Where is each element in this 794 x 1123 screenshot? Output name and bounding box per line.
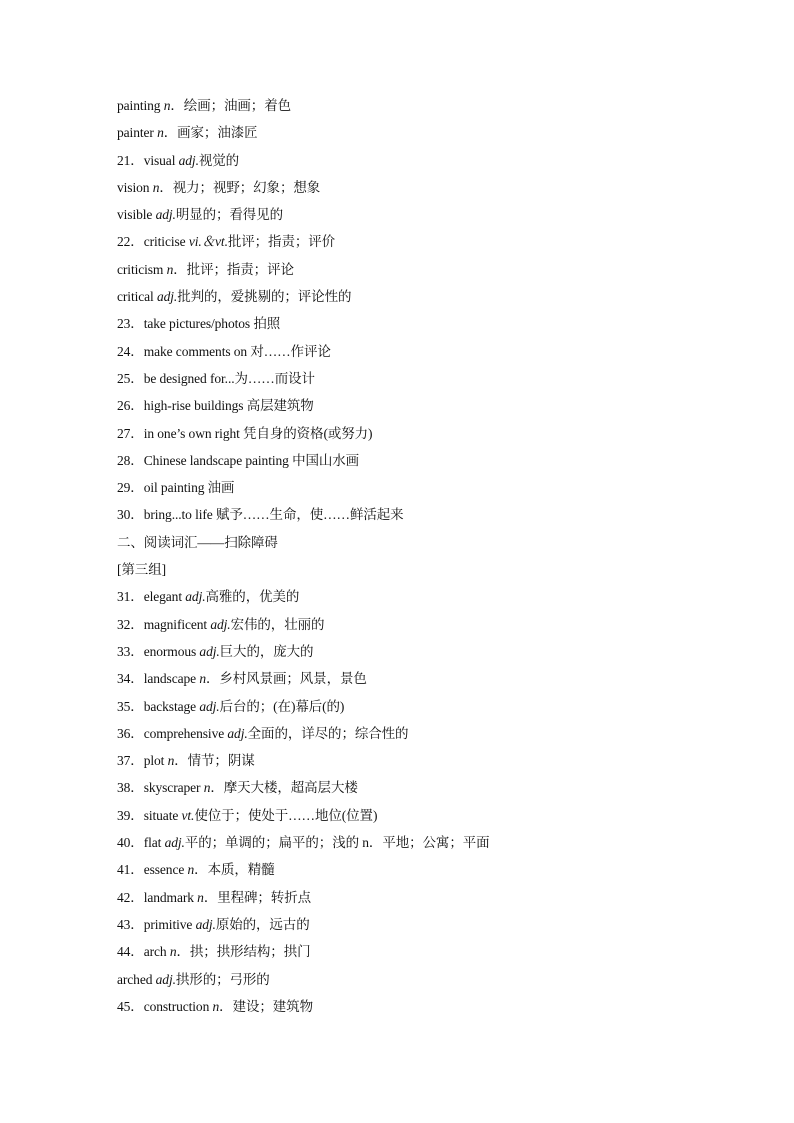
- part-of-speech: adj.: [210, 616, 231, 632]
- vocabulary-line: [117, 802, 737, 829]
- entry-text: critical: [117, 289, 157, 305]
- definition-text: ．本质，精髓: [194, 862, 275, 878]
- part-of-speech: n: [212, 998, 220, 1014]
- part-of-speech: adj.: [156, 289, 178, 305]
- part-of-speech: adj.: [155, 207, 176, 223]
- vocabulary-line: [117, 201, 737, 228]
- vocabulary-line: [117, 966, 737, 993]
- definition-text: ．乡村风景画；风景，景色: [205, 671, 367, 687]
- entry-text: 21．visual: [117, 152, 179, 168]
- definition-text: 批判的，爱挑剔的；评论性的: [177, 289, 352, 305]
- entry-text: 30．bring...to life 赋予……生命，使……鲜活起来: [117, 507, 404, 523]
- definition-text: 后台的；(在)幕后(的): [219, 698, 345, 714]
- entry-text: 24．make comments on 对……作评论: [117, 343, 331, 359]
- entry-text: 二、阅读词汇——扫除障碍: [117, 534, 278, 550]
- entry-text: 27．in one’s own right 凭自身的资格(或努力): [117, 425, 373, 441]
- definition-text: 视觉的: [198, 152, 240, 168]
- part-of-speech: n: [203, 780, 211, 796]
- definition-text: ．摩天大楼，超高层大楼: [210, 780, 358, 796]
- vocabulary-line: [117, 283, 737, 310]
- vocabulary-line: [117, 310, 737, 337]
- part-of-speech: n: [167, 753, 175, 769]
- entry-text: 44．arch: [117, 944, 170, 960]
- vocabulary-line: [117, 583, 737, 610]
- part-of-speech: vi.＆vt.: [188, 234, 228, 250]
- definition-text: 全面的，详尽的；综合性的: [247, 725, 409, 741]
- vocabulary-line: [117, 474, 737, 501]
- entry-text: 28．Chinese landscape painting 中国山水画: [117, 452, 360, 468]
- entry-text: 32．magnificent: [117, 616, 211, 632]
- vocabulary-list: [117, 92, 737, 1020]
- entry-text: 39．situate: [117, 807, 182, 823]
- entry-text: painter: [117, 125, 158, 141]
- part-of-speech: n: [199, 671, 206, 687]
- vocabulary-line: [117, 611, 737, 638]
- definition-text: 高雅的，优美的: [205, 589, 300, 605]
- vocabulary-line: [117, 338, 737, 365]
- part-of-speech: adj.: [199, 643, 220, 659]
- vocabulary-line: [117, 665, 737, 692]
- vocabulary-line: [117, 993, 737, 1020]
- entry-text: painting: [117, 98, 164, 113]
- vocabulary-line: [117, 228, 737, 255]
- vocabulary-line: [117, 365, 737, 392]
- entry-text: 41．essence: [117, 862, 188, 878]
- entry-text: 36．comprehensive: [117, 725, 228, 741]
- definition-text: ．拱；拱形结构；拱门: [176, 944, 311, 960]
- entry-text: arched: [117, 971, 156, 987]
- vocabulary-line: [117, 747, 737, 774]
- definition-text: ．情节；阴谋: [174, 753, 255, 769]
- definition-text: ．建设；建筑物: [219, 998, 313, 1014]
- part-of-speech: n: [157, 125, 164, 141]
- part-of-speech: n: [169, 944, 177, 960]
- entry-text: 42．landmark: [117, 889, 198, 905]
- vocabulary-line: [117, 392, 737, 419]
- definition-text: ．视力；视野；幻象；想象: [159, 179, 321, 195]
- part-of-speech: adj.: [195, 916, 216, 932]
- definition-text: ．批评；指责；评论: [173, 261, 294, 277]
- vocabulary-line: [117, 147, 737, 174]
- entry-text: [第三组]: [117, 562, 166, 578]
- vocabulary-line: [117, 119, 737, 146]
- definition-text: 批评；指责；评价: [227, 234, 336, 250]
- entry-text: 45．construction: [117, 998, 213, 1014]
- entry-text: 33．enormous: [117, 643, 200, 659]
- entry-text: 35．backstage: [117, 698, 200, 714]
- definition-text: 明显的；看得见的: [175, 207, 284, 223]
- entry-text: 23．take pictures/photos 拍照: [117, 316, 281, 332]
- vocabulary-line: [117, 501, 737, 528]
- entry-text: 22．criticise: [117, 234, 189, 250]
- definition-text: 巨大的，庞大的: [219, 643, 314, 659]
- entry-text: 34．landscape: [117, 671, 200, 687]
- vocabulary-line: [117, 856, 737, 883]
- vocabulary-line: [117, 447, 737, 474]
- entry-text: 40．flat: [117, 835, 165, 851]
- entry-text: 37．plot: [117, 753, 168, 769]
- part-of-speech: n: [163, 98, 171, 113]
- vocabulary-line: [117, 774, 737, 801]
- part-of-speech: n: [166, 261, 174, 277]
- part-of-speech: adj.: [155, 971, 176, 987]
- vocabulary-line: [117, 938, 737, 965]
- vocabulary-line: [117, 829, 737, 856]
- part-of-speech: adj.: [227, 725, 248, 741]
- vocabulary-line: [117, 911, 737, 938]
- entry-text: 26．high-rise buildings 高层建筑物: [117, 398, 314, 414]
- part-of-speech: adj.: [185, 589, 206, 605]
- entry-text: 25．be designed for...为……而设计: [117, 370, 315, 386]
- entry-text: 31．elegant: [117, 589, 186, 605]
- entry-text: criticism: [117, 261, 167, 277]
- entry-text: visible: [117, 207, 156, 223]
- vocabulary-line: [117, 638, 737, 665]
- part-of-speech: vt.: [181, 807, 195, 823]
- part-of-speech: adj.: [164, 835, 185, 851]
- vocabulary-line: [117, 693, 737, 720]
- vocabulary-line: [117, 174, 737, 201]
- definition-text: 原始的，远古的: [215, 916, 310, 932]
- part-of-speech: adj.: [178, 152, 199, 168]
- definition-text: 宏伟的，壮丽的: [230, 616, 325, 632]
- entry-text: 38．skyscraper: [117, 780, 204, 796]
- vocabulary-line: [117, 556, 737, 583]
- vocabulary-line: [117, 420, 737, 447]
- definition-text: ．画家；油漆匠: [163, 125, 258, 141]
- part-of-speech: n: [152, 179, 160, 195]
- vocabulary-line: [117, 884, 737, 911]
- definition-text: ．里程碑；转折点: [203, 889, 312, 905]
- part-of-speech: n: [187, 862, 195, 878]
- vocabulary-line: [117, 720, 737, 747]
- vocabulary-line: [117, 92, 737, 119]
- definition-text: 拱形的；弓形的: [175, 971, 270, 987]
- vocabulary-line: [117, 529, 737, 556]
- entry-text: 43．primitive: [117, 916, 196, 932]
- vocabulary-line: [117, 256, 737, 283]
- definition-text: 使位于；使处于……地位(位置): [194, 807, 378, 823]
- entry-text: 29．oil painting 油画: [117, 480, 235, 496]
- entry-text: vision: [117, 179, 153, 195]
- definition-text: 平的；单调的；扁平的；浅的 n．平地；公寓；平面: [184, 835, 490, 851]
- part-of-speech: adj.: [199, 698, 220, 714]
- definition-text: ．绘画；油画；着色: [170, 98, 291, 113]
- part-of-speech: n: [197, 889, 204, 905]
